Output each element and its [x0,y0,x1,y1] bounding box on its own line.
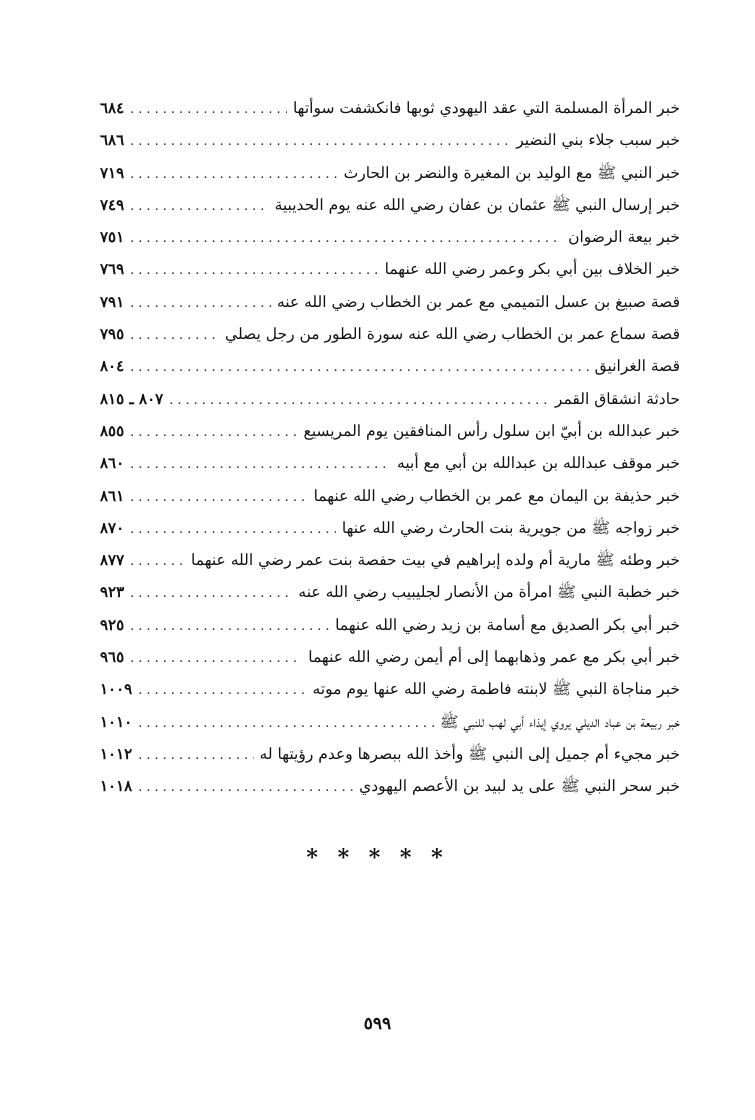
dot-leader [138,740,253,772]
toc-entry [100,512,680,544]
toc-entry [100,350,680,382]
entry-page: ١٠١٢ [100,744,133,763]
dot-leader [138,772,353,804]
dot-leader [138,675,306,707]
entry-title: خبر خطبة النبي ﷺ امرأة من الأنصار لجليبيب رضي الله عنه [298,583,680,602]
dot-leader [130,352,588,384]
entry-page: ٨٧٠ [100,518,125,537]
entry-page: ٨٧٧ [100,551,125,570]
entry-page: ١٠١٠ [100,712,133,731]
toc-entry [100,383,680,415]
entry-page: ٧٦٩ [100,260,125,279]
toc-entry [100,641,680,673]
dot-leader [130,578,292,610]
toc-entry [100,609,680,641]
entry-page: ٦٨٤ [100,99,125,117]
entry-title: خبر وطئه ﷺ مارية أم ولده إبراهيم في بيت حفصة بنت عمر رضي الله عنهما [191,551,680,570]
section-end-ornament: * * * * * [306,845,449,871]
toc-entry [100,673,680,705]
entry-page: ٨٦١ [100,486,125,505]
entry-page: ٩٢٥ [100,615,125,634]
dot-leader [169,385,549,417]
toc-entry [100,415,680,447]
entry-page: ٧٤٩ [100,195,125,214]
entry-title: قصة سماع عمر بن الخطاب رضي الله عنه سورة الطور من رجل يصلي [225,325,680,344]
toc-entry [100,706,680,738]
entry-page: ٦٨٦ [100,131,125,150]
dot-leader [130,643,302,675]
toc-entry [100,480,680,512]
dot-leader [130,159,337,191]
dot-leader [130,94,287,126]
toc-entry [100,221,680,253]
entry-title: خبر حذيفة بن اليمان مع عمر بن الخطاب رضي الله عنهما [313,486,680,505]
dot-leader [130,449,391,481]
entry-page: ٨٠٤ [100,357,125,376]
entry-title: خبر عبدالله بن أبيّ ابن سلول رأس المنافقين يوم المريسيع [303,421,680,440]
dot-leader [130,320,219,352]
entry-title: خبر سحر النبي ﷺ على يد لبيد بن الأعصم اليهودي [359,777,680,796]
toc-entry [100,447,680,479]
entry-title: خبر سبب جلاء بني النضير [516,131,680,150]
entry-page: ٨٠٧ ـ ٨١٥ [100,389,164,408]
toc-entry [100,189,680,221]
entry-title: خبر الخلاف بين أبي بكر وعمر رضي الله عنهما [384,260,680,279]
toc-entry [100,124,680,156]
dot-leader [130,417,297,449]
entry-title: خبر إرسال النبي ﷺ عثمان بن عفان رضي الله عنه يوم الحديبية [274,195,680,214]
toc-entry [100,770,680,802]
toc-entry [100,286,680,318]
entry-title: قصة صبيغ بن عسل التميمي مع عمر بن الخطاب رضي الله عنه [276,292,680,311]
dot-leader [130,288,271,320]
entry-title: خبر زواجه ﷺ من جويرية بنت الحارث رضي الله عنها [341,518,680,537]
entry-title: خبر أبي بكر مع عمر وذهابهما إلى أم أيمن رضي الله عنهما [308,648,680,667]
entry-page: ٩٦٥ [100,648,125,667]
entry-page: ١٠١٨ [100,777,133,796]
toc-entry [100,576,680,608]
toc-entry [100,738,680,770]
entry-page: ٧٩١ [100,292,125,311]
entry-page: ١٠٠٩ [100,680,133,699]
entry-title: خبر المرأة المسلمة التي عقد اليهودي ثوبها فانكشفت سوأتها [292,99,680,117]
dot-leader [130,255,378,287]
toc-entry [100,253,680,285]
entry-title: خبر النبي ﷺ مع الوليد بن المغيرة والنضر بن الحارث [343,163,680,182]
entry-page: ٨٦٠ [100,454,125,473]
dot-leader [130,482,307,514]
dot-leader [130,223,562,255]
entry-page: ٧١٩ [100,163,125,182]
page-number: ٥٩٩ [363,1014,392,1034]
entry-title: خبر أبي بكر الصديق مع أسامة بن زيد رضي الله عنهما [335,615,680,634]
dot-leader [130,126,510,158]
entry-title: خبر بيعة الرضوان [568,228,680,247]
entry-title: خبر مناجاة النبي ﷺ لابنته فاطمة رضي الله عنها يوم موته [312,680,680,699]
entry-title: حادثة انشقاق القمر [554,389,680,408]
entry-page: ٧٥١ [100,228,125,247]
entry-title: خبر ربيعة بن عباد الديلي يروي إيذاء أبي لهب للنبي ﷺ [439,712,680,731]
table-of-contents [100,92,680,803]
dot-leader [138,708,433,740]
entry-title: قصة الغرانيق [594,357,680,376]
dot-leader [130,514,336,546]
dot-leader [130,611,329,643]
dot-leader [130,191,268,223]
entry-title: خبر مجيء أم جميل إلى النبي ﷺ وأخذ الله ببصرها وعدم رؤيتها له [259,744,680,763]
toc-entry [100,318,680,350]
toc-entry [100,92,680,124]
dot-leader [130,546,185,578]
entry-page: ٨٥٥ [100,421,125,440]
entry-title: خبر موقف عبدالله بن عبدالله بن أبي مع أبيه [397,454,680,473]
entry-page: ٧٩٥ [100,325,125,344]
toc-entry [100,544,680,576]
toc-entry [100,157,680,189]
entry-page: ٩٢٣ [100,583,125,602]
